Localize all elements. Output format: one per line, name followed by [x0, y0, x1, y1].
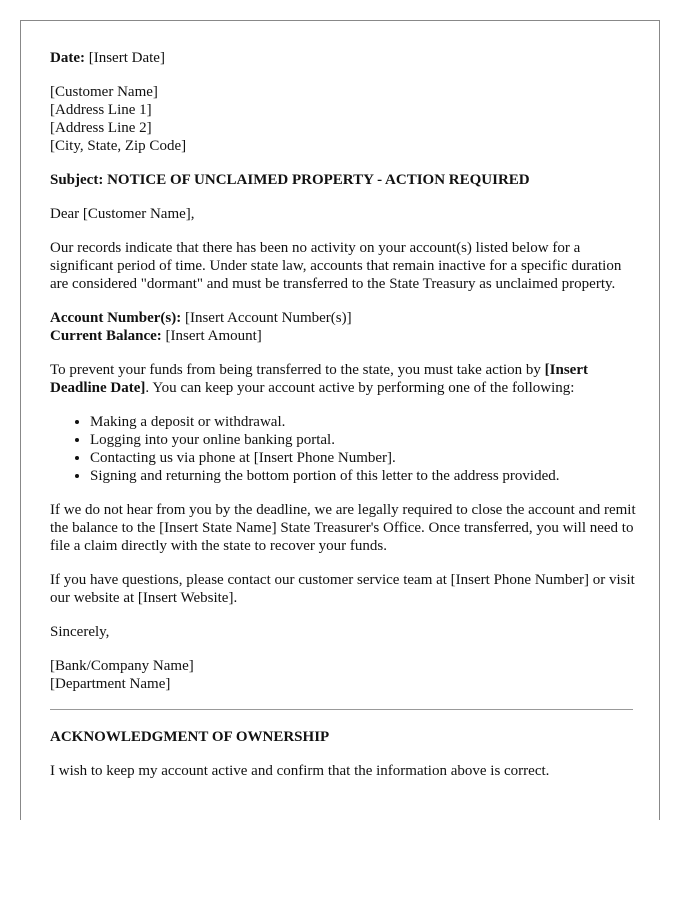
questions-paragraph: If you have questions, please contact our customer service team at [Insert Phone Number] or visit our website at [Insert Website]. — [50, 572, 635, 606]
balance-value: [Insert Amount] — [165, 328, 262, 344]
account-label: Account Number(s): — [50, 310, 182, 326]
action-list — [50, 413, 640, 485]
company-name: [Bank/Company Name] — [50, 658, 194, 674]
recipient-address — [50, 83, 640, 155]
address-line-1: [Address Line 1] — [50, 102, 152, 118]
address-line-2: [Address Line 2] — [50, 120, 152, 136]
date-line — [50, 49, 640, 67]
letter-content — [50, 49, 640, 796]
balance-label: Current Balance: — [50, 328, 162, 344]
warning-paragraph: If we do not hear from you by the deadline, we are legally required to close the account and remit the balance to the [Insert State Name] State Treasurer's Office. Once transferred, you will need to file a claim directly with the state to recover your funds. — [50, 502, 636, 554]
signature-block — [50, 657, 640, 693]
list-item: • Making a deposit or withdrawal. — [90, 413, 640, 431]
action-deadline: [Insert Deadline Date] — [50, 362, 588, 396]
acknowledgment-statement: I wish to keep my account active and confirm that the information above is correct. — [50, 763, 550, 779]
list-item: • Contacting us via phone at [Insert Phone Number]. — [90, 449, 640, 467]
subject-label: Subject: — [50, 172, 104, 188]
date-value: [Insert Date] — [88, 50, 165, 66]
action-text-end: . You can keep your account active by performing one of the following: — [145, 380, 575, 396]
acknowledgment-title: ACKNOWLEDGMENT OF OWNERSHIP — [50, 729, 330, 745]
account-value: [Insert Account Number(s)] — [184, 310, 352, 326]
action-paragraph — [50, 361, 640, 397]
date-label: Date: — [50, 50, 85, 66]
greeting: Dear [Customer Name], — [50, 206, 195, 222]
address-city: [City, State, Zip Code] — [50, 138, 187, 154]
list-item: • Signing and returning the bottom portion of this letter to the address provided. — [90, 467, 640, 485]
address-name: [Customer Name] — [50, 84, 158, 100]
intro-paragraph: Our records indicate that there has been no activity on your account(s) listed below for a significant period of time. Under state law, accounts that remain inactive for a specific duration are considered "dormant" and must be transferred to the State Treasury as unclaimed property. — [50, 240, 622, 292]
subject-value: NOTICE OF UNCLAIMED PROPERTY - ACTION REQUIRED — [107, 172, 530, 188]
action-text: To prevent your funds from being transferred to the state, you must take action by — [50, 362, 541, 378]
section-divider — [50, 709, 633, 710]
department-name: [Department Name] — [50, 676, 171, 692]
subject-line — [50, 171, 640, 189]
closing: Sincerely, — [50, 624, 110, 640]
list-item: • Logging into your online banking portal. — [90, 431, 640, 449]
account-details — [50, 309, 640, 345]
letter-page — [20, 20, 660, 820]
